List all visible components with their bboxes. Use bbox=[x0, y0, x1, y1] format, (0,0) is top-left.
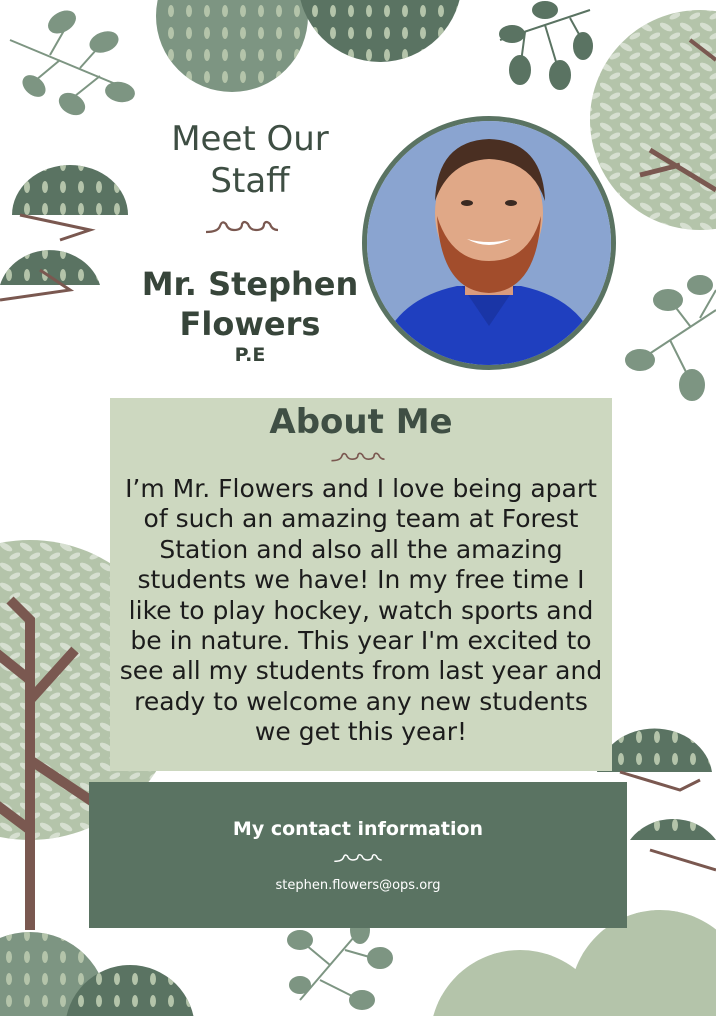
tree-top-right bbox=[590, 10, 716, 230]
about-title: About Me bbox=[269, 402, 453, 442]
contact-email[interactable]: stephen.flowers@ops.org bbox=[275, 878, 441, 893]
contact-panel bbox=[89, 782, 627, 928]
top-bush-right bbox=[298, 0, 462, 62]
branch-bottom-mid bbox=[288, 917, 392, 1009]
tree-left-mid bbox=[0, 165, 128, 300]
page-title: Meet Our Staff bbox=[171, 119, 329, 201]
staff-subject: P.E bbox=[234, 344, 266, 366]
branch-top-left bbox=[10, 7, 135, 118]
top-bush-left bbox=[156, 0, 308, 92]
divider-squiggle-about bbox=[330, 450, 386, 464]
staff-name: Mr. Stephen Flowers bbox=[141, 265, 359, 343]
divider-squiggle-contact bbox=[333, 852, 383, 864]
about-panel bbox=[110, 398, 612, 771]
branch-top-right bbox=[500, 2, 592, 89]
staff-photo bbox=[362, 116, 616, 370]
about-body: I’m Mr. Flowers and I love being apart of such an amazing team at Forest Station and also all the amazing students we have! In my free time I like to play hockey, watch sports and be in nature. This year I'm excited to see all my students from last year and ready to welcome any new students we get this year! bbox=[119, 474, 603, 747]
divider-squiggle-header bbox=[204, 218, 280, 236]
contact-title: My contact information bbox=[232, 818, 484, 840]
branch-right-mid bbox=[626, 276, 716, 400]
portrait-icon bbox=[367, 121, 611, 365]
